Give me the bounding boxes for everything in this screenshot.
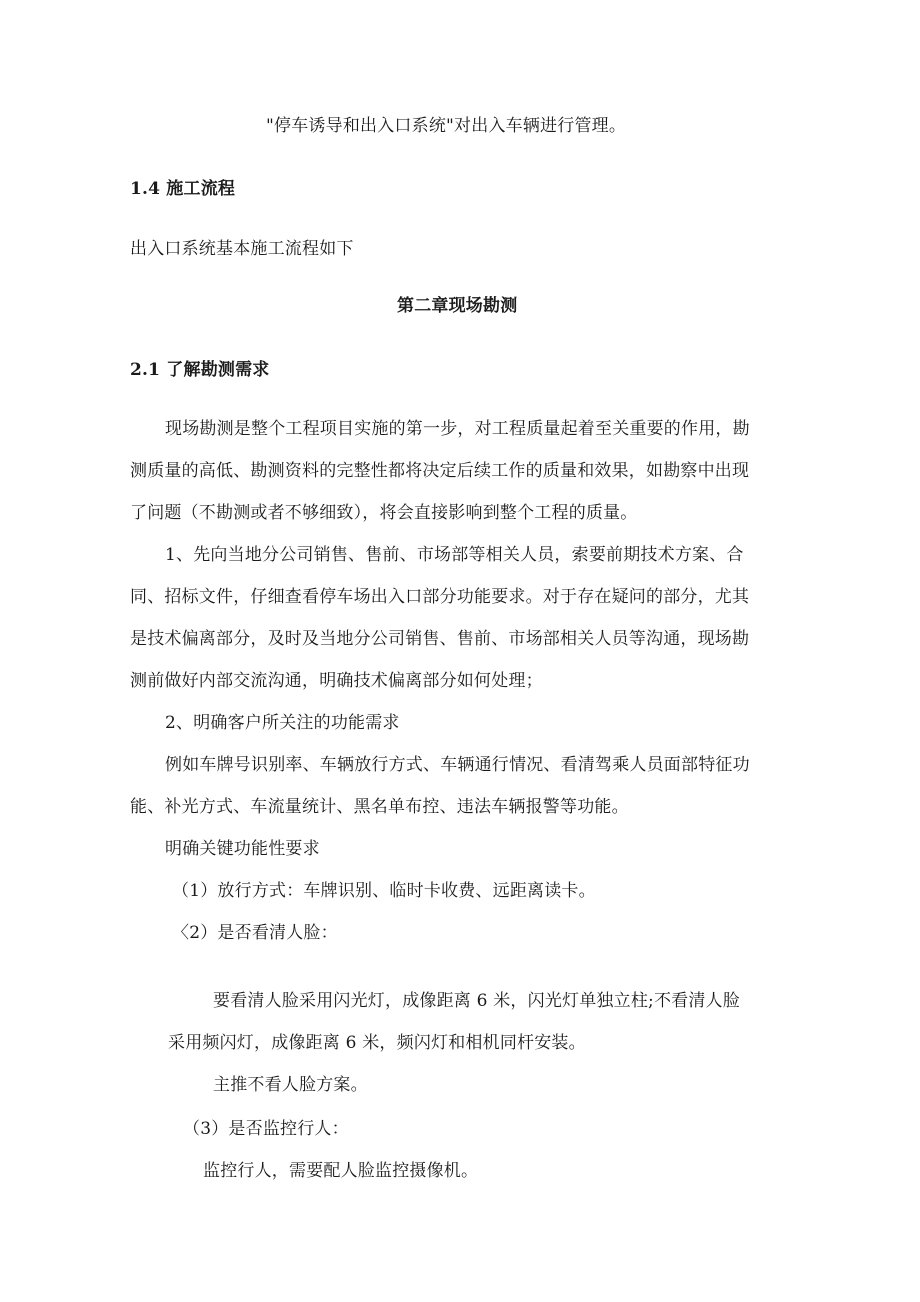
paragraph-line: 例如车牌号识别率、车辆放行方式、车辆通行情况、看清驾乘人员面部特征功 xyxy=(165,755,750,775)
item-2-line: 2、明确客户所关注的功能需求 xyxy=(165,713,400,733)
requirement-2-detail-line: 要看清人脸采用闪光灯，成像距离 6 米，闪光灯单独立柱;不看清人脸 xyxy=(213,991,740,1011)
paragraph-line: 了问题（不勘测或者不够细致），将会直接影响到整个工程的质量。 xyxy=(130,503,638,523)
section-heading-1-4: 1.4 施工流程 xyxy=(130,179,236,199)
paragraph-line: 现场勘测是整个工程项目实施的第一步，对工程质量起着至关重要的作用，勘 xyxy=(165,419,750,439)
paragraph-line: 测质量的高低、勘测资料的完整性都将决定后续工作的质量和效果，如勘察中出现 xyxy=(130,461,750,481)
paragraph-line: 测前做好内部交流沟通，明确技术偏离部分如何处理； xyxy=(130,671,543,691)
requirement-3-detail: 监控行人，需要配人脸监控摄像机。 xyxy=(203,1161,479,1181)
section-1-4-text: 出入口系统基本施工流程如下 xyxy=(130,239,354,259)
requirement-2-recommendation: 主推不看人脸方案。 xyxy=(213,1075,368,1095)
section-heading-2-1: 2.1 了解勘测需求 xyxy=(130,360,270,380)
paragraph-line: 同、招标文件，仔细查看停车场出入口部分功能要求。对于存在疑问的部分，尤其 xyxy=(130,587,750,607)
requirement-3: （3）是否监控行人： xyxy=(183,1119,349,1139)
paragraph-line: 1、先向当地分公司销售、售前、市场部等相关人员，索要前期技术方案、合 xyxy=(165,545,744,565)
paragraph-line: 能、补光方式、车流量统计、黑名单布控、违法车辆报警等功能。 xyxy=(130,797,629,817)
requirement-2: 〈2）是否看清人脸： xyxy=(172,923,338,943)
paragraph-line: 是技术偏离部分，及时及当地分公司销售、售前、市场部相关人员等沟通，现场勘 xyxy=(130,629,750,649)
intro-line: "停车诱导和出入口系统"对出入车辆进行管理。 xyxy=(266,116,627,136)
chapter-title: 第二章现场勘测 xyxy=(397,296,518,316)
requirement-2-detail-line: 采用频闪灯，成像距离 6 米，频闪灯和相机同杆安装。 xyxy=(168,1033,586,1053)
requirement-1: （1）放行方式：车牌识别、临时卡收费、远距离读卡。 xyxy=(172,881,596,901)
key-requirements-line: 明确关键功能性要求 xyxy=(165,839,320,859)
